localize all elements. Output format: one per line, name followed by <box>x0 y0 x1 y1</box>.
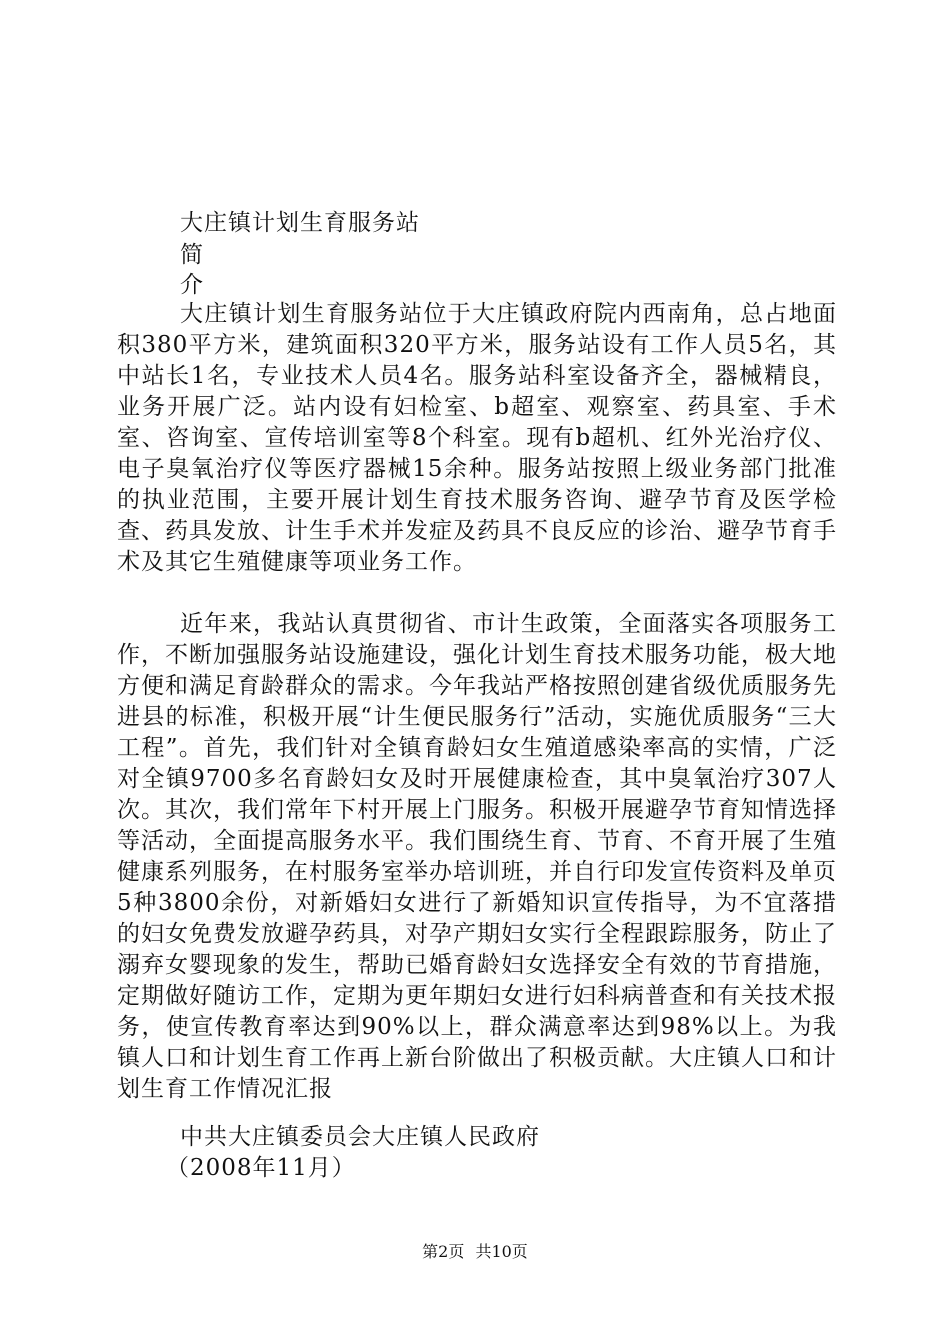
date-line: （2008年11月） <box>166 1155 356 1181</box>
paragraph-recent-work: 近年来，我站认真贯彻省、市计生政策，全面落实各项服务工作，不断加强服务站设施建设，强化计划生育技术服务功能，极大地方便和满足育龄群众的需求。今年我站严格按照创建省级优质服务先进县的标准，积极开展“计生便民服务行”活动，实施优质服务“三大工程”。首先，我们针对全镇育龄妇女生殖道感染率高的实情，广泛对全镇9700多名育龄妇女及时开展健康检查，其中臭氧治疗307人次。其次，我们常年下村开展上门服务。积极开展避孕节育知情选择等活动，全面提高服务水平。我们围绕生育、节育、不育开展了生殖健康系列服务，在村服务室举办培训班，并自行印发宣传资料及单页5种3800余份，对新婚妇女进行了新婚知识宣传指导，为不宜落措的妇女免费发放避孕药具，对孕产期妇女实行全程跟踪服务，防止了溺弃女婴现象的发生，帮助已婚育龄妇女选择安全有效的节育措施，定期做好随访工作，定期为更年期妇女进行妇科病普查和有关技术报务，使宣传教育率达到90%以上，群众满意率达到98%以上。为我镇人口和计划生育工作再上新台阶做出了积极贡献。大庄镇人口和计划生育工作情况汇报 <box>117 611 837 1102</box>
paragraph-station-intro: 大庄镇计划生育服务站位于大庄镇政府院内西南角，总占地面积380平方米，建筑面积320平方米，服务站设有工作人员5名，其中站长1名，专业技术人员4名。服务站科室设备齐全，器械精良，业务开展广泛。站内设有妇检室、b超室、观察室、药具室、手术室、咨询室、宣传培训室等8个科室。现有b超机、红外光治疗仪、电子臭氧治疗仪等医疗器械15余种。服务站按照上级业务部门批准的执业范围，主要开展计划生育技术服务咨询、避孕节育及医学检查、药具发放、计生手术并发症及药具不良反应的诊治、避孕节育手术及其它生殖健康等项业务工作。 <box>117 301 837 575</box>
title-char-jian: 简 <box>180 242 204 268</box>
document-title: 大庄镇计划生育服务站 <box>180 210 420 236</box>
title-char-jie: 介 <box>180 272 204 298</box>
signature-line: 中共大庄镇委员会大庄镇人民政府 <box>180 1124 540 1150</box>
page-number-footer: 第2页 共10页 <box>422 1242 528 1261</box>
